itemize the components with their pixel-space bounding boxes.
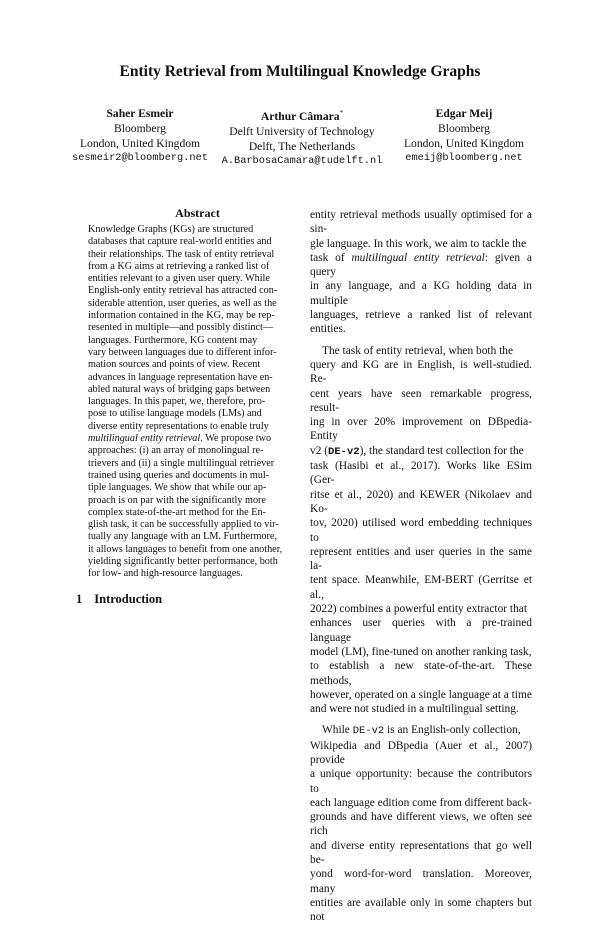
abstract-text: Knowledge Graphs (KGs) are structured databases that capture real-world entities and their relationships. The task of entity retrieval from a KG aims at retrieving a ranked list of entities relevant to a given user query. While English-only entity retrieval has attracted con- siderable attention, user queries, as well as the information contained in the KG, may be rep- resented in multiple—and possibly distinct— languages. Furthermore, KG content may vary between languages due to different infor- mation sources and points of view. Recent advances in language representation have en- abled natural ways of bridging gaps between languages. In this paper, we, therefore, pro- pose to utilise language models (LMs) and diverse entity representations to enable truly multilingual entity retrieval. We propose two approaches: (i) an array of monolingual re- trievers and (ii) a single multilingual retriever trained using queries and documents in mul- tiple languages. We show that while our ap- proach is on par with the significantly more complex state-of-the-art method for the En- glish task, it can be successfully applied to vir- tually any language with an LM. Furthermore, it allows languages to benefit from one another, yielding significantly better performance, both for low- and high-resource languages.	[88, 224, 283, 580]
dataset-code: DE-v2	[352, 725, 385, 738]
author-affiliation: Bloomberg	[438, 122, 490, 135]
author-1	[60, 106, 220, 166]
body-paragraph: The task of entity retrieval, when both the query and KG are in English, is well-studied. Re- cent years have seen remarkable progress, result- ing in over 20% improvement on DBpedia-Entity v2 (DE-v2), the standard test collection for the task (Hasibi et al., 2017). Works like ESim (Ger- ritse et al., 2020) and KEWER (Nikolaev and Ko- tov, 2020) utilised word embedding techniques to represent entities and user queries in the same la- tent space. Meanwhile, EM-BERT (Gerritse et al., 2022) combines a powerful entity extractor that enhances user queries with a pre-trained language model (LM), fine-tuned on another ranking task, to establish a new state-of-the-art. These methods, however, operated on a single language at a time and were not studied in a multilingual setting.	[310, 344, 532, 716]
author-2	[214, 106, 390, 169]
body-emphasis: multilingual entity retrieval	[351, 251, 485, 264]
author-location: London, United Kingdom	[79, 137, 201, 150]
paper-title: Entity Retrieval from Multilingual Knowledge Graphs	[119, 63, 481, 80]
author-name: Saher Esmeir	[106, 107, 174, 120]
dataset-code: DE-v2	[328, 445, 360, 458]
body-column-right	[310, 208, 532, 932]
author-affiliation: Delft University of Technology	[229, 124, 375, 138]
author-email[interactable]: sesmeir2@bloomberg.net	[72, 152, 208, 164]
author-3	[384, 106, 544, 166]
author-email[interactable]: A.BarbosaCamara@tudelft.nl	[221, 154, 383, 167]
abstract-heading: Abstract	[175, 206, 220, 220]
author-location: Delft, The Netherlands	[248, 139, 356, 153]
author-name: Arthur Câmara*	[260, 109, 344, 123]
author-email[interactable]: emeij@bloomberg.net	[405, 152, 523, 164]
abstract-emphasis: multilingual entity retrieval	[88, 433, 201, 445]
author-location: London, United Kingdom	[403, 137, 525, 150]
body-paragraph: entity retrieval methods usually optimised for a sin- gle language. In this work, we aim to tackle the task of multilingual entity retrieval: given a query in any language, and a KG holding data in multiple languages, retrieve a ranked list of relevant entities.	[310, 209, 532, 336]
footnote-mark: *	[339, 109, 344, 117]
author-affiliation: Bloomberg	[114, 122, 166, 135]
section-title: Introduction	[94, 592, 163, 606]
body-paragraph: While DE-v2 is an English-only collection, Wikipedia and DBpedia (Auer et al., 2007) provide a unique opportunity: because the contributors to each language edition come from different back- grounds and have different views, we often see rich and diverse entity representations that go well be- yond word-for-word translation. Moreover, many entities are available only in some chapters but not	[310, 724, 532, 924]
section-number: 1	[76, 592, 83, 606]
author-name: Edgar Meij	[435, 107, 493, 120]
